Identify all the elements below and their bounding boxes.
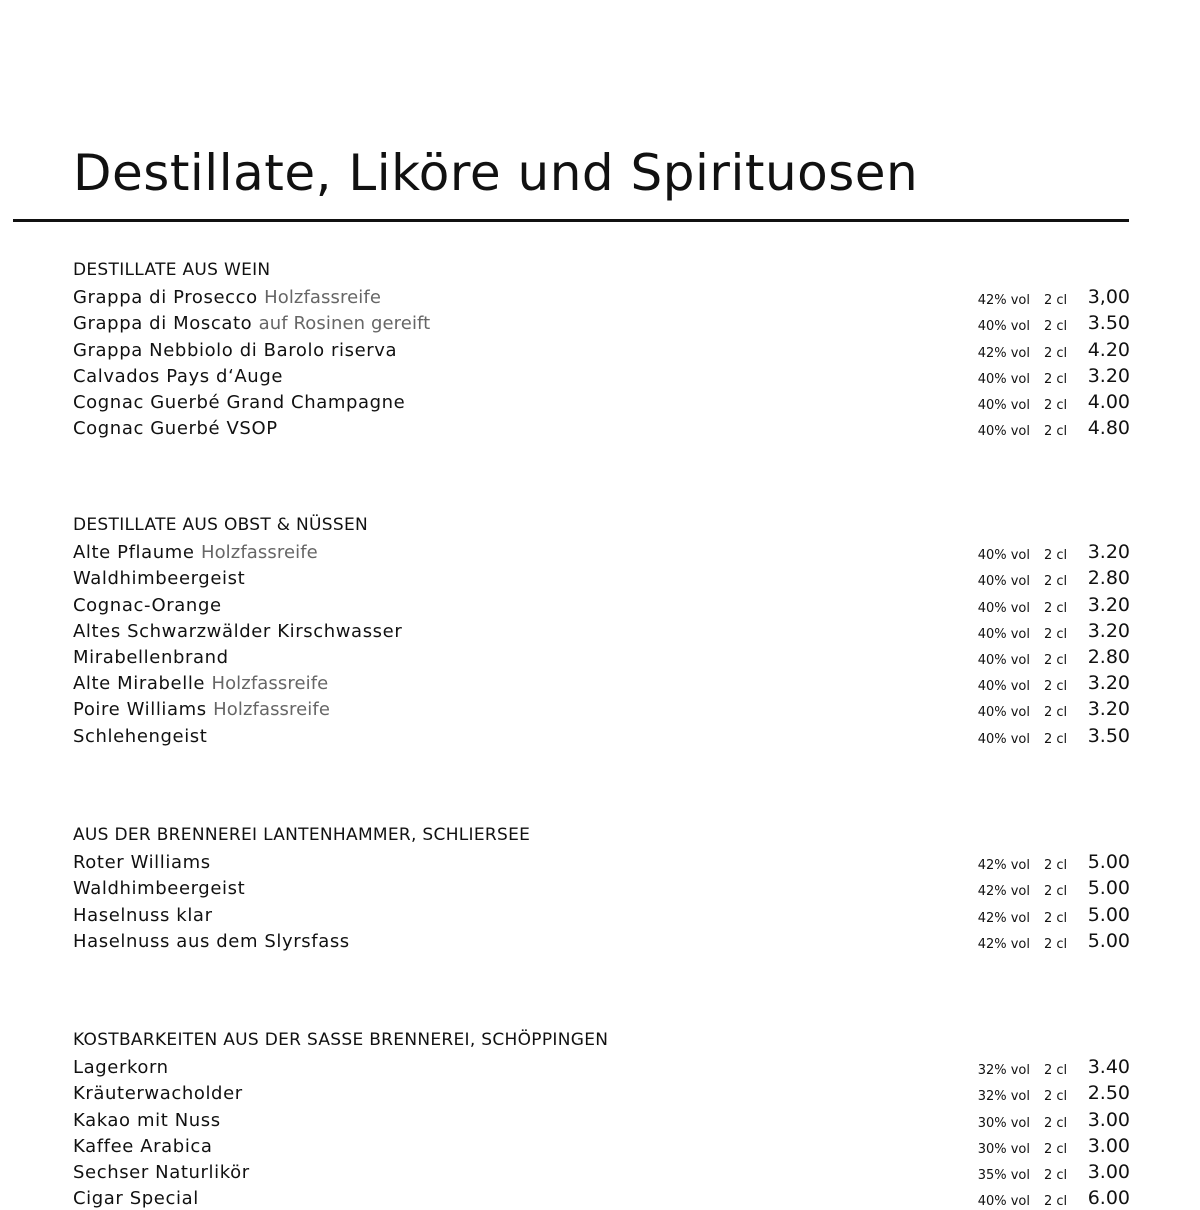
item-name-text: Mirabellenbrand	[73, 646, 229, 668]
item-name	[73, 699, 330, 720]
item-price: 6.00	[1087, 1187, 1130, 1210]
menu-item	[73, 669, 1130, 695]
menu-item	[73, 643, 1130, 669]
item-name	[73, 852, 211, 873]
item-size: 2 cl	[1044, 371, 1068, 387]
item-size: 2 cl	[1044, 293, 1068, 309]
item-size: 2 cl	[1044, 1089, 1068, 1105]
item-name-text: Waldhimbeergeist	[73, 878, 246, 900]
item-size: 2 cl	[1044, 884, 1068, 900]
item-size: 2 cl	[1044, 1167, 1068, 1183]
item-name	[73, 366, 283, 387]
item-abv: 30% vol	[977, 1115, 1030, 1131]
item-size: 2 cl	[1044, 731, 1068, 747]
item-price: 3.20	[1087, 364, 1130, 387]
item-name-text: Kaffee Arabica	[73, 1135, 213, 1157]
item-abv: 40% vol	[977, 548, 1030, 564]
menu-item	[73, 1132, 1130, 1158]
menu-item	[73, 283, 1130, 309]
item-price: 3.50	[1087, 312, 1130, 335]
item-abv: 40% vol	[977, 626, 1030, 642]
item-price: 3,00	[1087, 286, 1130, 309]
item-abv: 40% vol	[977, 371, 1030, 387]
item-name	[73, 621, 402, 642]
item-abv: 42% vol	[977, 293, 1030, 309]
item-name	[73, 340, 397, 361]
item-price: 3.00	[1087, 1134, 1130, 1157]
item-name	[73, 1110, 221, 1131]
item-note: Holzfassreife	[211, 673, 329, 695]
menu-item	[73, 1079, 1130, 1105]
menu-item	[73, 927, 1130, 953]
item-name-text: Cognac Guerbé Grand Champagne	[73, 391, 406, 413]
item-name	[73, 1136, 213, 1157]
item-price: 5.00	[1087, 929, 1130, 952]
item-name	[73, 392, 405, 413]
menu-item	[73, 721, 1130, 747]
section-heading: KOSTBARKEITEN AUS DER SASSE BRENNEREI, SCHÖPPINGEN	[73, 1030, 609, 1050]
item-name-text: Waldhimbeergeist	[73, 568, 246, 590]
item-name-text: Grappa Nebbiolo di Barolo riserva	[73, 339, 398, 361]
item-size: 2 cl	[1044, 679, 1068, 695]
item-name	[73, 542, 318, 563]
title-divider	[13, 219, 1129, 222]
item-abv: 35% vol	[977, 1167, 1030, 1183]
menu-item	[73, 1053, 1130, 1079]
item-price: 5.00	[1087, 903, 1130, 926]
menu-item	[73, 695, 1130, 721]
item-abv: 40% vol	[977, 679, 1030, 695]
item-price: 3.00	[1087, 1108, 1130, 1131]
item-abv: 42% vol	[977, 858, 1030, 874]
item-name	[73, 418, 278, 439]
item-name-text: Kräuterwacholder	[73, 1083, 243, 1105]
menu-item	[73, 617, 1130, 643]
item-name	[73, 878, 245, 899]
item-name	[73, 1057, 169, 1078]
item-size: 2 cl	[1044, 1141, 1068, 1157]
item-size: 2 cl	[1044, 345, 1068, 361]
item-price: 3.50	[1087, 724, 1130, 747]
item-abv: 40% vol	[977, 731, 1030, 747]
item-price: 3.00	[1087, 1160, 1130, 1183]
item-name-text: Poire Williams	[73, 699, 207, 721]
item-name-text: Lagerkorn	[73, 1057, 169, 1079]
item-size: 2 cl	[1044, 574, 1068, 590]
item-size: 2 cl	[1044, 319, 1068, 335]
item-note: Holzfassreife	[200, 542, 318, 564]
item-abv: 40% vol	[977, 319, 1030, 335]
item-abv: 32% vol	[977, 1089, 1030, 1105]
item-name	[73, 1162, 250, 1183]
item-abv: 40% vol	[977, 574, 1030, 590]
item-price: 2.50	[1087, 1082, 1130, 1105]
page-title: Destillate, Liköre und Spirituosen	[73, 144, 919, 202]
item-abv: 30% vol	[977, 1141, 1030, 1157]
menu-item	[73, 1105, 1130, 1131]
section-wine-distillates	[73, 257, 1130, 440]
menu-item	[73, 1184, 1130, 1210]
item-size: 2 cl	[1044, 397, 1068, 413]
item-name	[73, 905, 213, 926]
item-abv: 40% vol	[977, 600, 1030, 616]
item-price: 4.20	[1087, 338, 1130, 361]
item-name	[73, 313, 430, 334]
item-abv: 40% vol	[977, 1194, 1030, 1210]
item-name	[73, 931, 350, 952]
item-name-text: Roter Williams	[73, 852, 211, 874]
menu-item	[73, 564, 1130, 590]
section-heading: DESTILLATE AUS WEIN	[73, 260, 271, 280]
item-price: 3.20	[1087, 619, 1130, 642]
item-price: 3.20	[1087, 672, 1130, 695]
menu-item	[73, 362, 1130, 388]
item-price: 4.80	[1087, 417, 1130, 440]
section-fruit-nut-distillates	[73, 512, 1130, 748]
item-price: 5.00	[1087, 851, 1130, 874]
item-name-text: Cognac Guerbé VSOP	[73, 418, 278, 440]
item-size: 2 cl	[1044, 910, 1068, 926]
item-name-text: Alte Mirabelle	[73, 673, 206, 695]
item-price: 3.20	[1087, 541, 1130, 564]
item-name	[73, 1083, 243, 1104]
menu-item	[73, 590, 1130, 616]
menu-item	[73, 335, 1130, 361]
item-abv: 42% vol	[977, 936, 1030, 952]
item-name-text: Alte Pflaume	[73, 542, 195, 564]
item-abv: 40% vol	[977, 424, 1030, 440]
item-price: 4.00	[1087, 390, 1130, 413]
item-name-text: Haselnuss klar	[73, 904, 213, 926]
item-abv: 42% vol	[977, 345, 1030, 361]
menu-item	[73, 538, 1130, 564]
item-abv: 42% vol	[977, 910, 1030, 926]
item-size: 2 cl	[1044, 548, 1068, 564]
item-size: 2 cl	[1044, 652, 1068, 668]
item-name-text: Haselnuss aus dem Slyrsfass	[73, 930, 350, 952]
item-size: 2 cl	[1044, 626, 1068, 642]
item-name-text: Grappa di Prosecco	[73, 287, 258, 309]
item-size: 2 cl	[1044, 424, 1068, 440]
section-heading: DESTILLATE AUS OBST & NÜSSEN	[73, 515, 369, 535]
item-size: 2 cl	[1044, 600, 1068, 616]
item-abv: 42% vol	[977, 884, 1030, 900]
item-abv: 40% vol	[977, 652, 1030, 668]
item-name-text: Calvados Pays d‘Auge	[73, 365, 284, 387]
menu-item	[73, 848, 1130, 874]
item-price: 2.80	[1087, 645, 1130, 668]
item-name	[73, 726, 207, 747]
item-name-text: Schlehengeist	[73, 725, 208, 747]
item-name-text: Sechser Naturlikör	[73, 1161, 250, 1183]
item-abv: 40% vol	[977, 705, 1030, 721]
item-note: Holzfassreife	[264, 287, 381, 309]
item-price: 2.80	[1087, 567, 1130, 590]
item-size: 2 cl	[1044, 1063, 1068, 1079]
item-name	[73, 287, 381, 308]
menu-item	[73, 874, 1130, 900]
menu-item	[73, 1158, 1130, 1184]
menu-item	[73, 309, 1130, 335]
menu-item	[73, 414, 1130, 440]
item-price: 3.20	[1087, 698, 1130, 721]
section-sasse	[73, 1027, 1130, 1210]
item-note: Holzfassreife	[213, 699, 331, 721]
item-name	[73, 568, 245, 589]
item-name	[73, 1188, 199, 1209]
item-size: 2 cl	[1044, 1115, 1068, 1131]
item-name-text: Grappa di Moscato	[73, 313, 253, 335]
item-price: 3.20	[1087, 593, 1130, 616]
item-size: 2 cl	[1044, 705, 1068, 721]
item-price: 5.00	[1087, 877, 1130, 900]
item-price: 3.40	[1087, 1056, 1130, 1079]
item-abv: 32% vol	[977, 1063, 1030, 1079]
item-name-text: Cognac-Orange	[73, 594, 222, 616]
item-name-text: Cigar Special	[73, 1188, 199, 1210]
item-size: 2 cl	[1044, 858, 1068, 874]
menu-item	[73, 388, 1130, 414]
item-name-text: Altes Schwarzwälder Kirschwasser	[73, 620, 403, 642]
section-heading: AUS DER BRENNEREI LANTENHAMMER, SCHLIERSEE	[73, 825, 531, 845]
item-abv: 40% vol	[977, 397, 1030, 413]
item-size: 2 cl	[1044, 936, 1068, 952]
item-note: auf Rosinen gereift	[258, 313, 431, 335]
item-name-text: Kakao mit Nuss	[73, 1109, 221, 1131]
item-name	[73, 647, 229, 668]
item-size: 2 cl	[1044, 1194, 1068, 1210]
item-name	[73, 673, 328, 694]
item-name	[73, 595, 222, 616]
section-lantenhammer	[73, 822, 1130, 953]
menu-item	[73, 900, 1130, 926]
